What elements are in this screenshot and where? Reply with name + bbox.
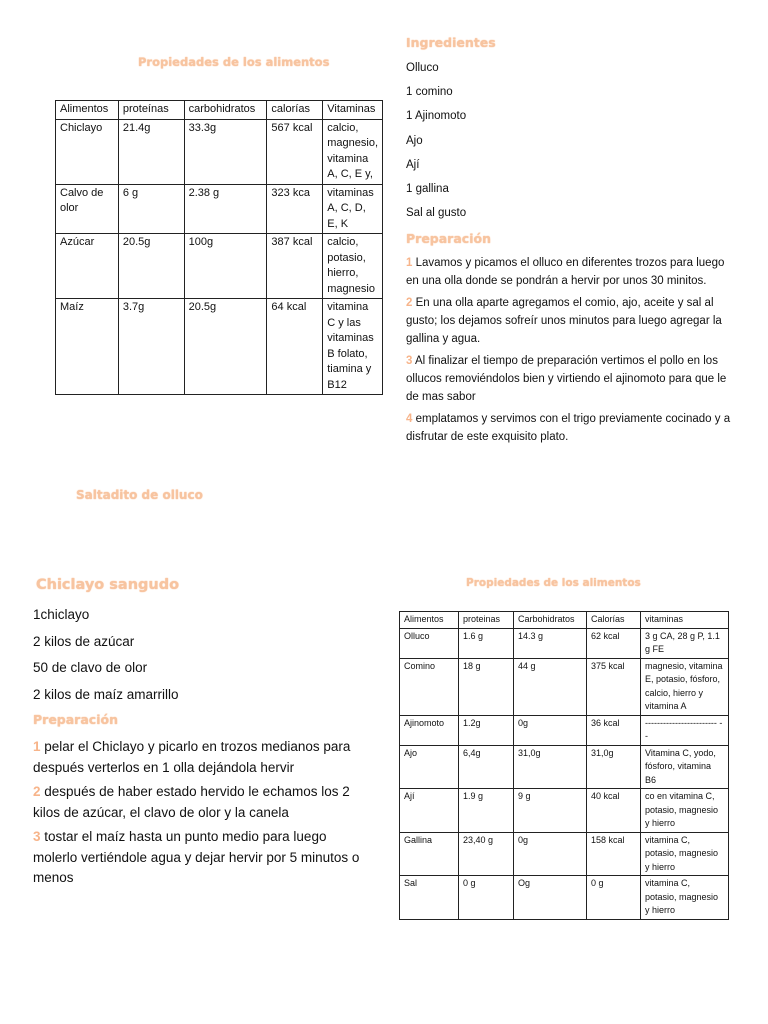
list-item: Ají — [406, 158, 420, 171]
header-cell: Alimentos — [56, 101, 119, 120]
nutrition-table-1 — [55, 100, 383, 395]
table-cell: 0g — [514, 715, 587, 745]
table-cell: 18 g — [459, 658, 514, 715]
header-cell: vitaminas — [641, 612, 729, 629]
step-text: tostar el maíz hasta un punto medio para luego molerlo vertiéndole agua y dejar hervir por 5 minutos o menos — [33, 829, 360, 885]
preparation-heading: Preparación — [406, 231, 491, 246]
step — [406, 294, 732, 348]
list-item: 2 kilos de azúcar — [33, 633, 135, 649]
step-text: después de haber estado hervido le echamos los 2 kilos de azúcar, el clavo de olor y la canela — [33, 784, 350, 820]
table-cell: 100g — [184, 234, 267, 299]
table-cell: 44 g — [514, 658, 587, 715]
recipe2-ingredients — [33, 606, 373, 712]
table-cell: Gallina — [400, 832, 459, 876]
step-text: Al finalizar el tiempo de preparación vertimos el pollo en los ollucos removiéndolos bien y virtiendo el ajinomoto para que le de mas sabor — [406, 355, 727, 403]
table-cell: 40 kcal — [587, 789, 641, 833]
step-number: 3 — [33, 829, 41, 844]
table-cell: Ají — [400, 789, 459, 833]
list-item: 1chiclayo — [33, 607, 90, 622]
table-header-row — [400, 612, 729, 629]
step — [33, 782, 368, 823]
recipe-title: Chiclayo sangudo — [36, 577, 180, 593]
list-item: 1 gallina — [406, 182, 449, 195]
ingredients-heading: Ingredientes — [406, 35, 496, 50]
header-cell: Vitaminas — [323, 101, 383, 120]
table-cell: 567 kcal — [267, 119, 323, 184]
table-cell: 1.2g — [459, 715, 514, 745]
table-cell: 33.3g — [184, 119, 267, 184]
table-cell: Og — [514, 876, 587, 920]
table-cell: 21.4g — [118, 119, 184, 184]
table-title-2: Propiedades de los alimentos — [466, 577, 641, 589]
step-number: 4 — [406, 413, 413, 425]
table-cell: Vitamina C, yodo, fósforo, vitamina B6 — [641, 745, 729, 789]
step-number: 1 — [33, 739, 41, 754]
table-cell: Sal — [400, 876, 459, 920]
table-header-row — [56, 101, 383, 120]
table-row — [56, 184, 383, 234]
step-number: 2 — [33, 784, 41, 799]
table-cell: Calvo de olor — [56, 184, 119, 234]
step — [406, 410, 732, 446]
table-cell: 2.38 g — [184, 184, 267, 234]
header-cell: proteinas — [459, 612, 514, 629]
table-cell: 387 kcal — [267, 234, 323, 299]
table-cell: Ajo — [400, 745, 459, 789]
step — [33, 737, 368, 778]
table-cell: co en vitamina C, potasio, magnesio y hierro — [641, 789, 729, 833]
table-row — [400, 789, 729, 833]
header-cell: Carbohidratos — [514, 612, 587, 629]
table-cell: 0 g — [587, 876, 641, 920]
table-row — [56, 299, 383, 395]
step-number: 3 — [406, 355, 413, 367]
table-cell: Chiclayo — [56, 119, 119, 184]
table-cell: 6,4g — [459, 745, 514, 789]
table-cell: 375 kcal — [587, 658, 641, 715]
table-cell: 14.3 g — [514, 628, 587, 658]
list-item: 1 comino — [406, 86, 453, 99]
table-row — [400, 832, 729, 876]
header-cell: Calorías — [587, 612, 641, 629]
step — [406, 352, 732, 406]
ingredients-list — [406, 60, 736, 229]
table-cell: 3 g CA, 28 g P, 1.1 g FE — [641, 628, 729, 658]
table-row — [400, 658, 729, 715]
table-row — [400, 745, 729, 789]
table-cell: Azúcar — [56, 234, 119, 299]
header-cell: carbohidratos — [184, 101, 267, 120]
header-cell: Alimentos — [400, 612, 459, 629]
nutrition-table-2 — [399, 611, 729, 920]
list-item: 1 Ajinomoto — [406, 110, 467, 123]
table-cell: 0g — [514, 832, 587, 876]
preparation-heading: Preparación — [33, 712, 118, 727]
list-item: Olluco — [406, 62, 439, 74]
table-cell: magnesio, vitamina E, potasio, fósforo, calcio, hierro y vitamina A — [641, 658, 729, 715]
step-text: emplatamos y servimos con el trigo previamente cocinado y a disfrutar de este exquisito plato. — [406, 413, 731, 443]
table-cell: 20.5g — [184, 299, 267, 395]
table-cell: 0 g — [459, 876, 514, 920]
table-cell: vitamina C, potasio, magnesio y hierro — [641, 876, 729, 920]
table-cell: 9 g — [514, 789, 587, 833]
table-cell: 31,0g — [514, 745, 587, 789]
table-cell: 3.7g — [118, 299, 184, 395]
table-cell: 6 g — [118, 184, 184, 234]
step-text: Lavamos y picamos el olluco en diferentes trozos para luego en una olla donde se pondrán a hervir por unos 30 minitos. — [406, 257, 725, 287]
step — [33, 827, 368, 889]
table-cell: calcio, magnesio, vitamina A, C, E y, — [323, 119, 383, 184]
table-cell: Maíz — [56, 299, 119, 395]
table-row — [400, 876, 729, 920]
table-cell: vitaminas A, C, D, E, K — [323, 184, 383, 234]
table-cell: 31,0g — [587, 745, 641, 789]
table-cell: 1.9 g — [459, 789, 514, 833]
step — [406, 254, 732, 290]
table-row — [400, 628, 729, 658]
table-row — [400, 715, 729, 745]
table-cell: 62 kcal — [587, 628, 641, 658]
list-item: 2 kilos de maíz amarrillo — [33, 686, 179, 702]
list-item: Ajo — [406, 134, 423, 147]
header-cell: proteínas — [118, 101, 184, 120]
table-cell: 1.6 g — [459, 628, 514, 658]
table-cell: 20.5g — [118, 234, 184, 299]
step-text: pelar el Chiclayo y picarlo en trozos medianos para después verterlos en 1 olla dejándola hervir — [33, 739, 351, 775]
table-row — [56, 234, 383, 299]
step-text: En una olla aparte agregamos el comio, ajo, aceite y sal al gusto; los dejamos sofreír unos minutos para luego agregar la gallina y agua. — [406, 297, 722, 345]
table-cell: vitamina C y las vitaminas B folato, tiamina y B12 — [323, 299, 383, 395]
table-cell: Comino — [400, 658, 459, 715]
table-cell: vitamina C, potasio, magnesio y hierro — [641, 832, 729, 876]
table-row — [56, 119, 383, 184]
table-cell: 64 kcal — [267, 299, 323, 395]
list-item: 50 de clavo de olor — [33, 660, 148, 675]
step-number: 1 — [406, 257, 413, 269]
table-cell: 36 kcal — [587, 715, 641, 745]
list-item: Sal al gusto — [406, 207, 467, 220]
table-cell: Ajinomoto — [400, 715, 459, 745]
table-cell: 23,40 g — [459, 832, 514, 876]
table-cell: 323 kca — [267, 184, 323, 234]
header-cell: calorías — [267, 101, 323, 120]
table-cell: 158 kcal — [587, 832, 641, 876]
dish-title: Saltadito de olluco — [76, 488, 203, 502]
table-cell: calcio, potasio, hierro, magnesio — [323, 234, 383, 299]
table-title-1: Propiedades de los alimentos — [138, 55, 330, 69]
preparation-steps — [406, 254, 732, 450]
table-cell: Olluco — [400, 628, 459, 658]
table-cell: ------------------------ -- — [641, 715, 729, 745]
step-number: 2 — [406, 297, 413, 309]
recipe2-steps — [33, 737, 368, 893]
